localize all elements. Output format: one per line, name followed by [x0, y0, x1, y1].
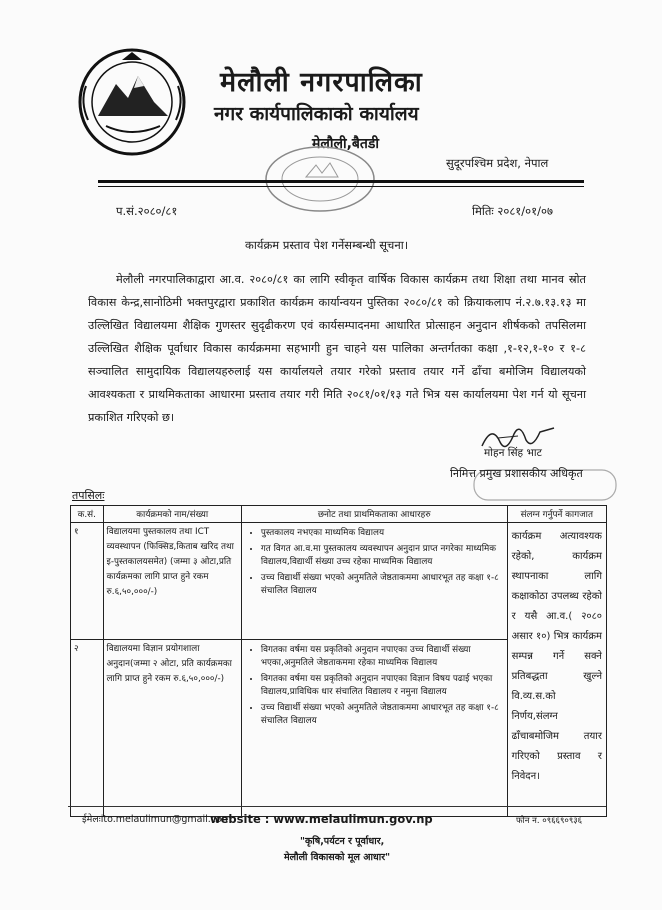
- criteria-item: • उच्च विद्यार्थी संख्या भएको अनुमतिले जेष्ठताकममा आधारभूत तह कक्षा १-८ संचालित विद्यालय: [261, 702, 504, 728]
- row-program: विद्यालयमा विज्ञान प्रयोगशाला अनुदान(जम्मा २ ओटा, प्रति कार्यक्रमका लागि प्राप्त हुने रकम रु.६,५०,०००/-): [103, 640, 241, 817]
- appendix-label: तपसिलः: [72, 489, 105, 502]
- province-name: सुदूरपश्चिम प्रदेश, नेपाल: [446, 156, 549, 170]
- municipality-name: मेलौली नगरपालिका: [220, 67, 423, 98]
- row-criteria: [241, 640, 507, 817]
- required-documents: कार्यक्रम अत्यावश्यक रहेको, कार्यक्रम स्थापनाका लागि कक्षाकोठा उपलब्ध रहेको र यसै आ.व.( २०८० असार १०) भित्र कार्यक्रम सम्पन्न गर्ने सक्ने प्रतिबद्धता खुल्ने वि.व्य.स.को निर्णय,संलग्न ढाँचाबमोजिम तयार गरिएको प्रस्ताव र निवेदन।: [507, 523, 606, 817]
- row-sn: २: [71, 640, 104, 817]
- row-program: विद्यालयमा पुस्तकालय तथा ICT व्यवस्थापन (फिक्सिड,किताब खरिद तथा इ-पुस्तकालयसमेत) (जम्मा ३ ओटा,प्रति कार्यक्रमका लागि प्राप्त हुने रकम रु.६,५०,०००/-): [103, 523, 241, 640]
- header-program: कार्यक्रमको नाम/संख्या: [103, 506, 241, 523]
- header-divider-thin: [98, 186, 584, 187]
- office-name: नगर कार्यपालिकाको कार्यालय: [214, 103, 419, 125]
- footer-website: website : www.melaulimun.gov.np: [210, 812, 433, 826]
- criteria-item: • गत विगत आ.व.मा पुस्तकालय व्यवस्थापन अनुदान प्राप्त नगरेका माध्यमिक विद्यालय,विद्यार्थी संख्या उच्च रहेका माध्यमिक विद्यालय: [261, 543, 504, 569]
- letter-date: मितिः २०८१/०१/०७: [472, 204, 553, 218]
- header-documents: संलग्न गर्नुपर्ने कागजात: [507, 506, 606, 523]
- row-sn: १: [71, 523, 104, 640]
- header-divider: [98, 180, 584, 183]
- slogan-line-1: "कृषि,पर्यटन र पूर्वाधार,: [300, 836, 385, 847]
- reference-number: प.सं.२०८०/८१: [116, 204, 178, 218]
- footer-phone: फोन नं. ०९६६९०९३६: [516, 816, 583, 826]
- signer-designation: निमित्त प्रमुख प्रशासकीय अधिकृत: [450, 467, 583, 480]
- table-row: [71, 523, 607, 640]
- header-sn: क.सं.: [71, 506, 104, 523]
- row-criteria: [241, 523, 507, 640]
- office-location: मेलौली,बैतडी: [312, 136, 380, 152]
- criteria-item: • पुस्तकालय नभएका माध्यमिक विद्यालय: [261, 527, 504, 540]
- criteria-item: • विगतका वर्षमा यस प्रकृतिको अनुदान नपाएका विज्ञान विषय पढाई भएका विद्यालय,प्राविधिक धार संचालित विद्यालय र नमुना विद्यालय: [261, 673, 504, 699]
- office-stamp: [262, 143, 378, 215]
- footer-divider: [68, 806, 606, 807]
- letter-subject: कार्यक्रम प्रस्ताव पेश गर्नेसम्बन्धी सूचना।: [245, 238, 409, 252]
- header-criteria: छनोट तथा प्राथमिकताका आधारहरु: [241, 506, 507, 523]
- letter-body: मेलौली नगरपालिकाद्वारा आ.व. २०८०/८१ का लागि स्वीकृत वार्षिक विकास कार्यक्रम तथा शिक्षा तथा मानव स्रोत विकास केन्द्र,सानोठिमी भक्तपुरद्वारा प्रकाशित कार्यक्रम कार्यान्वयन पुस्तिका २०८०/८१ को क्रियाकलाप नं.२.७.१३.१३ मा उल्लिखित विद्यालयमा शैक्षिक गुणस्तर सुदृढीकरण एवं कार्यसम्पादनमा आधारित प्रोत्साहन अनुदान शीर्षकको तपसिलमा उल्लिखित शैक्षिक पूर्वाधार विकास कार्यक्रममा सहभागी हुन चाहने यस पालिका अन्तर्गतका कक्षा ,१-१२,१-१० र १-८ सञ्चालित सामुदायिक विद्यालयहरुलाई यस कार्यालयले तयार गरेको प्रस्ताव तयार गर्ने ढाँचा बमोजिम विद्यालयको आवश्यकता र प्राथमिकताका आधारमा प्रस्ताव तयार गरी मिति २०८१/०१/१३ गते भित्र यस कार्यालयमा पेश गर्न यो सूचना प्रकाशित गरिएको छ।: [88, 273, 586, 424]
- municipality-emblem: [76, 46, 188, 158]
- signer-name: मोहन सिंह भाट: [484, 447, 542, 459]
- footer-email: ईमेलःito.melaulimun@gmail.com: [82, 814, 232, 825]
- appendix-table: [70, 505, 607, 817]
- slogan-line-2: मेलौली विकासको मूल आधार": [284, 852, 391, 863]
- criteria-item: • उच्च विद्यार्थी संख्या भएको अनुमतिले जेष्ठताकममा आधारभूत तह कक्षा १-८ संचालित विद्यालय: [261, 572, 504, 598]
- table-header-row: [71, 506, 607, 523]
- criteria-item: • विगतका वर्षमा यस प्रकृतिको अनुदान नपाएका उच्च विद्यार्थी संख्या भएका,अनुमतिले जेष्ठताकममा रहेका माध्यमिक विद्यालय: [261, 644, 504, 670]
